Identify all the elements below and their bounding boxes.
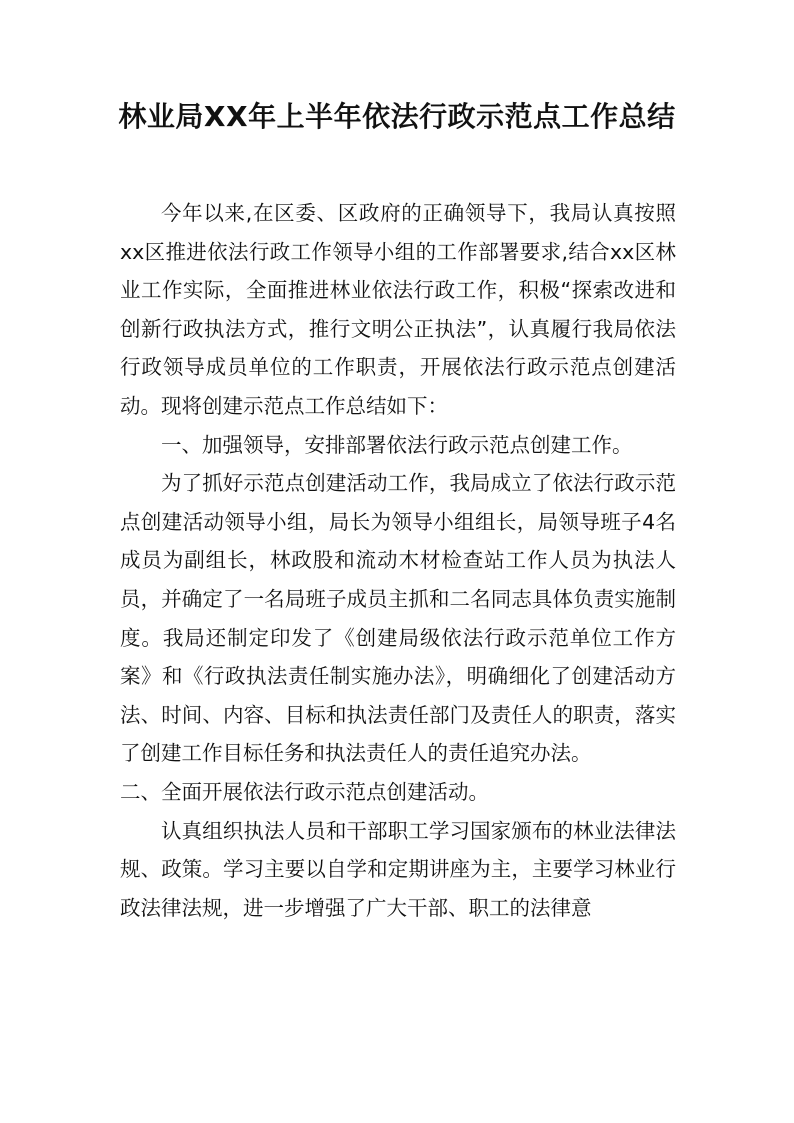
section-heading-1: 一、加强领导，安排部署依法行政示范点创建工作。 xyxy=(161,432,633,457)
document-title: 林业局XX年上半年依法行政示范点工作总结 xyxy=(118,100,676,133)
paragraph-section-2: 认真组织执法人员和干部职工学习国家颁布的林业法律法规、政策。学习主要以自学和定期讲座为主，主要学习林业行政法律法规，进一步增强了广大干部、职工的法律意 xyxy=(120,818,676,920)
section-heading-2: 二、全面开展依法行政示范点创建活动。 xyxy=(120,779,489,804)
paragraph-intro: 今年以来,在区委、区政府的正确领导下，我局认真按照xx区推进依法行政工作领导小组的工作部署要求,结合xx区林业工作实际，全面推进林业依法行政工作，积极“探索改进和创新行政执法方式，推行文明公正执法”，认真履行我局依法行政领导成员单位的工作职责，开展依法行政示范点创建活动。现将创建示范点工作总结如下： xyxy=(120,201,676,418)
paragraph-section-1: 为了抓好示范点创建活动工作，我局成立了依法行政示范点创建活动领导小组，局长为领导小组组长，局领导班子4名成员为副组长，林政股和流动木材检查站工作人员为执法人员，并确定了一名局班子成员主抓和二名同志具体负责实施制度。我局还制定印发了《创建局级依法行政示范单位工作方案》和《行政执法责任制实施办法》，明确细化了创建活动方法、时间、内容、目标和执法责任部门及责任人的职责，落实了创建工作目标任务和执法责任人的责任追究办法。 xyxy=(120,471,676,766)
document-body xyxy=(120,194,676,927)
